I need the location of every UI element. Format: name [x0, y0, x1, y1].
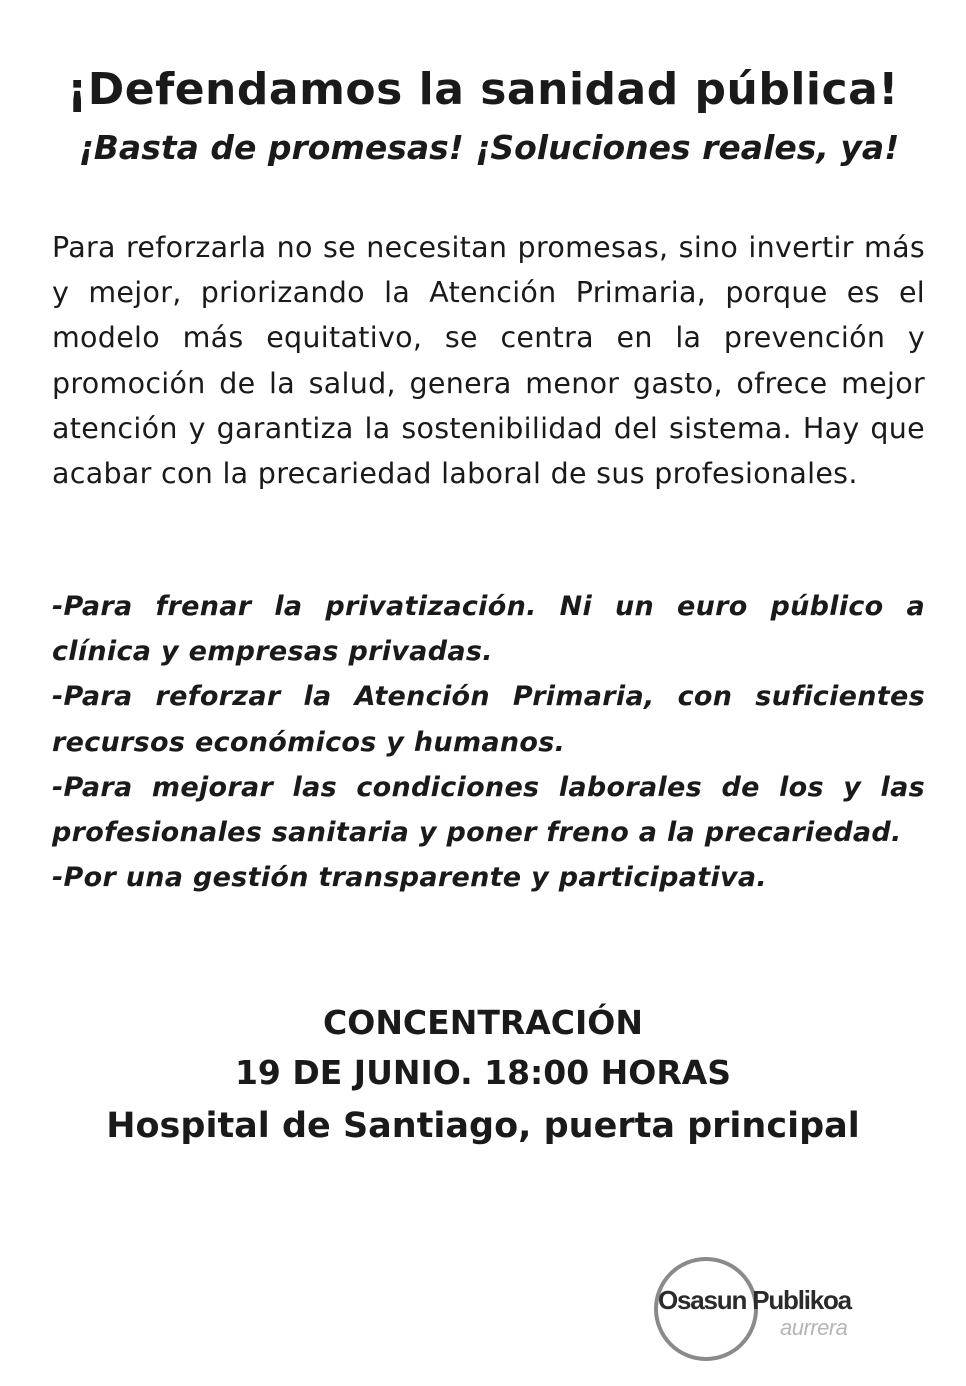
logo-name: Osasun Publikoa — [658, 1285, 851, 1315]
event-label: CONCENTRACIÓN — [323, 1003, 643, 1042]
demand-item: -Por una gestión transparente y participativa. — [52, 862, 767, 894]
page-subtitle: ¡Basta de promesas! ¡Soluciones reales, ya! — [78, 128, 900, 167]
event-datetime: 19 DE JUNIO. 18:00 HORAS — [234, 1053, 732, 1092]
intro-paragraph: Para reforzarla no se necesitan promesas, sino invertir más y mejor, priorizando la Atención Primaria, porque es el modelo más equitativo, se centra en la prevención y promoción de la salud, genera menor gasto, ofrece mejor atención y garantiza la sostenibilidad del sistema. Hay que acabar con la precariedad laboral de sus profesionales. — [52, 231, 925, 491]
logo-tagline: aurrera — [780, 1315, 848, 1340]
demands-list — [52, 584, 925, 900]
organization-logo — [648, 1255, 888, 1365]
event-place: Hospital de Santiago, puerta principal — [106, 1106, 860, 1146]
demand-item: -Para frenar la privatización. Ni un euro público a clínica y empresas privadas. — [52, 591, 925, 668]
demand-item: -Para reforzar la Atención Primaria, con suficientes recursos económicos y humanos. — [52, 681, 925, 758]
event-info — [0, 998, 966, 1154]
page-title: ¡Defendamos la sanidad pública! — [67, 64, 899, 115]
demand-item: -Para mejorar las condiciones laborales de los y las profesionales sanitaria y poner freno a la precariedad. — [52, 771, 925, 849]
